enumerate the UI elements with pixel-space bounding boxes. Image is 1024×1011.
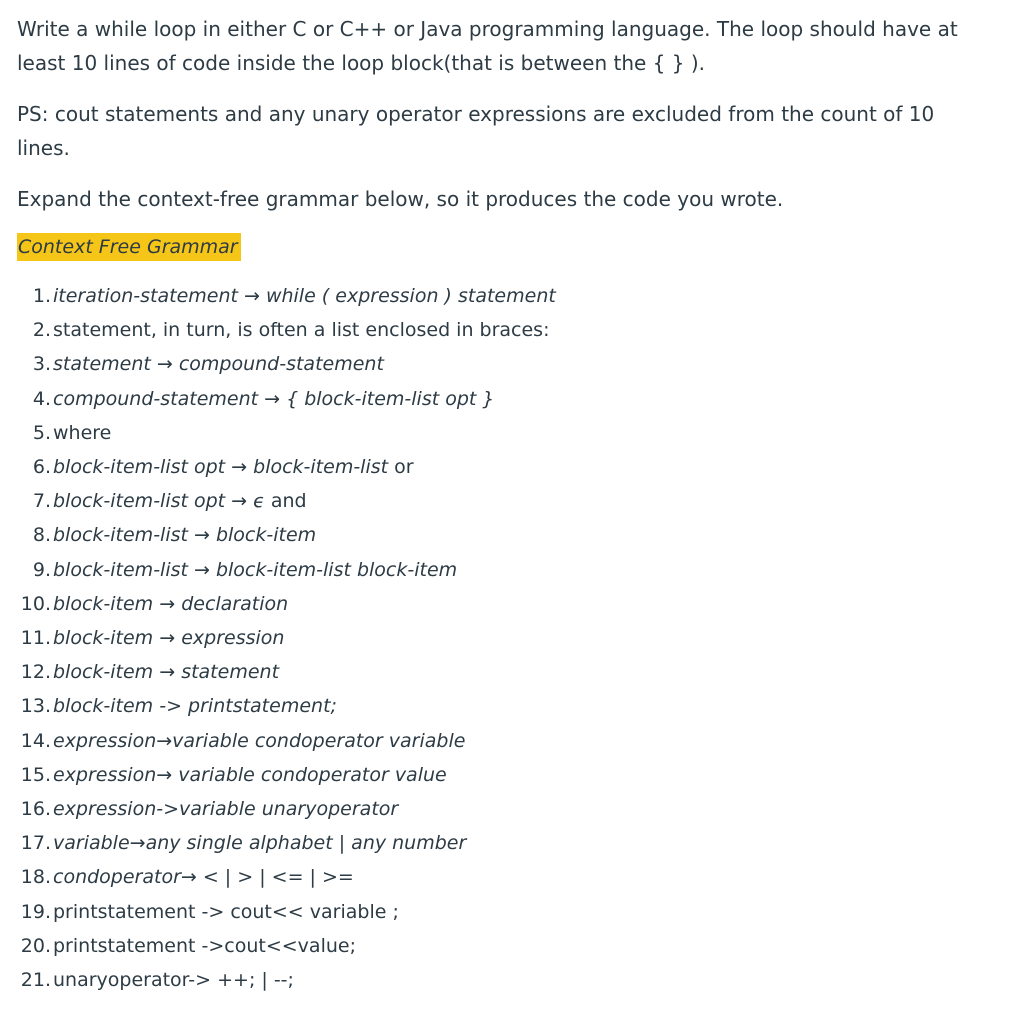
grammar-rule-item [17, 621, 984, 655]
grammar-rule-number: 20. [20, 934, 51, 957]
grammar-rule-item [17, 860, 984, 894]
grammar-rule-text: compound-statement → { block-item-list opt } [53, 387, 495, 410]
grammar-rule-text: unaryoperator-> ++; | --; [53, 969, 294, 992]
grammar-rule-number: 19. [20, 900, 51, 923]
grammar-rule-number: 21. [20, 969, 51, 992]
grammar-rule-item [17, 826, 984, 860]
grammar-rule-number: 7. [32, 490, 51, 513]
grammar-rule-text: where [53, 421, 112, 444]
grammar-rule-text: printstatement -> cout<< variable ; [53, 900, 399, 923]
grammar-rule-text: block-item → statement [53, 661, 280, 684]
grammar-rule-number: 15. [20, 763, 51, 786]
grammar-rule-item [17, 758, 984, 792]
grammar-rule-suffix: or [388, 456, 414, 479]
section-heading-wrap [17, 233, 984, 263]
grammar-rule-number: 4. [32, 387, 51, 410]
grammar-rule-number: 8. [32, 524, 51, 547]
grammar-rule-text: condoperator→ < | > | <= | >= [53, 866, 354, 889]
grammar-rule-text: block-item -> printstatement; [53, 695, 337, 718]
grammar-rule-suffix: and [264, 490, 307, 513]
grammar-rule-item [17, 450, 984, 484]
instruction-paragraph-3: Expand the context-free grammar below, so it produces the code you wrote. [17, 187, 784, 211]
grammar-rule-number: 18. [20, 866, 51, 889]
grammar-rule-item [17, 347, 984, 381]
grammar-rule-item [17, 518, 984, 552]
grammar-rule-item [17, 416, 984, 450]
grammar-rule-text: expression->variable unaryoperator [53, 798, 399, 821]
grammar-rule-number: 9. [32, 558, 51, 581]
grammar-rule-text: block-item-list → block-item [53, 524, 317, 547]
grammar-rule-item [17, 929, 984, 963]
grammar-rule-item [17, 313, 984, 347]
grammar-rule-item [17, 689, 984, 723]
grammar-rule-number: 11. [20, 627, 51, 650]
instruction-paragraph-1: Write a while loop in either C or C++ or Java programming language. The loop should have at least 10 lines of code inside the loop block(that is between the { } ). [17, 17, 958, 75]
grammar-rule-item [17, 895, 984, 929]
grammar-rule-text: printstatement ->cout<<value; [53, 934, 356, 957]
grammar-rule-item [17, 484, 984, 518]
grammar-rule-number: 16. [20, 798, 51, 821]
grammar-rule-number: 17. [20, 832, 51, 855]
grammar-rule-item [17, 655, 984, 689]
grammar-rule-text: iteration-statement → while ( expression ) statement [53, 285, 556, 307]
grammar-rule-number: 3. [32, 353, 51, 376]
grammar-rule-number: 13. [20, 695, 51, 718]
grammar-rule-number: 5. [32, 421, 51, 444]
grammar-rule-text: variable→any single alphabet | any number [53, 832, 467, 855]
grammar-rule-item [17, 553, 984, 587]
grammar-rule-number: 1. [32, 285, 51, 307]
grammar-rule-text: statement → compound-statement [53, 353, 384, 376]
grammar-rule-item [17, 587, 984, 621]
grammar-rule-text: block-item → expression [53, 627, 285, 650]
grammar-rule-item [17, 792, 984, 826]
grammar-rule-number: 2. [32, 319, 51, 342]
grammar-rule-number: 12. [20, 661, 51, 684]
grammar-rule-list [17, 279, 984, 997]
instruction-paragraph-2: PS: cout statements and any unary operator expressions are excluded from the count of 10 lines. [17, 102, 935, 160]
grammar-rule-text: block-item-list opt → block-item-list [53, 456, 389, 479]
grammar-rule-text: statement, in turn, is often a list enclosed in braces: [53, 319, 550, 342]
grammar-rule-item [17, 724, 984, 758]
grammar-rule-text: expression→variable condoperator variable [53, 729, 466, 752]
grammar-rule-number: 14. [20, 729, 51, 752]
grammar-rule-text: block-item-list → block-item-list block-item [53, 558, 458, 581]
grammar-rule-item [17, 382, 984, 416]
grammar-rule-text: block-item → declaration [53, 592, 289, 615]
grammar-rule-item [17, 963, 984, 997]
grammar-rule-text: block-item-list opt → ϵ [53, 490, 265, 513]
grammar-rule-text: expression→ variable condoperator value [53, 763, 447, 786]
grammar-rule-number: 10. [20, 592, 51, 615]
grammar-rule-number: 6. [32, 456, 51, 479]
section-heading-highlighted: Context Free Grammar [17, 233, 241, 261]
grammar-rule-item [17, 279, 984, 313]
